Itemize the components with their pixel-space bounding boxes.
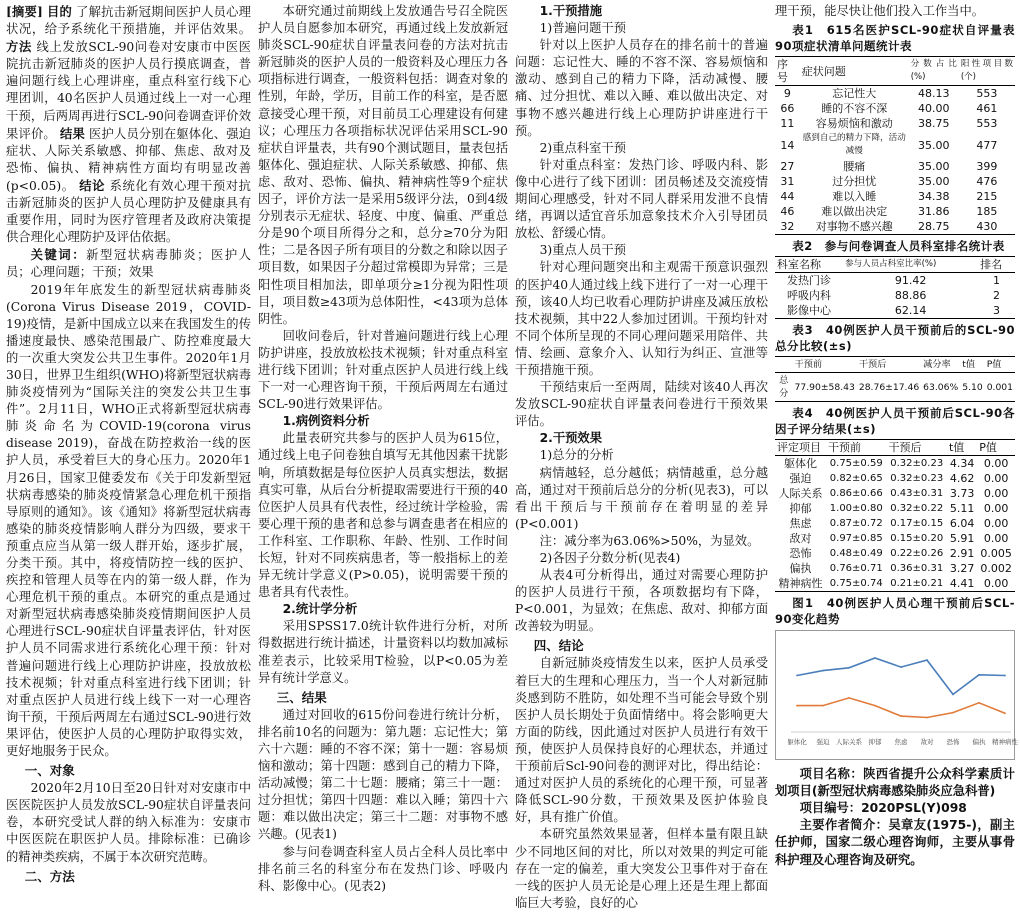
table-1-row <box>775 101 1015 116</box>
table-2-cell: 91.42 <box>894 274 927 288</box>
data-point <box>796 675 798 677</box>
table-1-cell: 34.38 <box>918 190 950 204</box>
table-3-caption: 表3 40例医护人员干预前后的SCL-90总分比较(±s) <box>775 323 1015 354</box>
table-3-cell: 5.10 <box>960 373 984 402</box>
method-paragraph-2: 回收问卷后，针对普遍问题进行线上心理防护讲座，投放放松技术视频；针对重点科室进行线下团训；针对重点医护人员进行线上线下一对一心理咨询干预，干预后两周左右通过SCL-90进行效果评估。 <box>258 328 508 412</box>
intervention-heading: 1.干预措施 <box>539 4 603 18</box>
table-3-row <box>775 373 1015 402</box>
table-4-cell: 0.75±0.74 <box>826 576 886 592</box>
data-point <box>874 657 876 659</box>
table-4-header: 干预前 <box>826 440 886 456</box>
table-4-cell: 0.17±0.15 <box>890 518 944 530</box>
table-4-cell: 强迫 <box>789 472 812 486</box>
table-4-cell: 0.002 <box>980 562 1012 576</box>
table-4-cell: 4.62 <box>949 472 975 486</box>
x-tick-label: 精神病性 <box>992 738 1018 747</box>
keywords <box>6 246 251 281</box>
table-1-cell: 过分担忧 <box>832 175 877 189</box>
table-1-row <box>775 204 1015 219</box>
table-2-cell: 62.14 <box>843 303 978 319</box>
table-4-cell: 0.86±0.66 <box>829 488 883 500</box>
data-point <box>848 667 850 669</box>
table-1-cell: 难以做出决定 <box>821 205 888 219</box>
table-3-cell: 总分 <box>775 373 793 402</box>
table-1-cell: 461 <box>976 102 998 116</box>
table-4-cell: 0.32±0.22 <box>890 503 944 515</box>
table-1-cell: 忘记性大 <box>832 87 877 101</box>
data-point <box>848 697 850 699</box>
table-3-header: 干预后 <box>857 357 921 373</box>
general-intervention-heading: 1)普遍问题干预 <box>539 21 626 36</box>
dept-intervention-paragraph: 针对重点科室：发热门诊、呼吸内科、影像中心进行了线下团训：团员畅述及交流疫情期间心理感受，针对不同人群采用发泄不良情绪，再调以适宜音乐加意象技术介入引导团员放松、舒缓心情。 <box>515 157 768 241</box>
funding-text: 陕西省提升公众科学素质计划项目(新型冠状病毒感染肺炎应急科普) <box>775 767 1015 799</box>
factor-score-heading: 2)各因子分数分析(见表4) <box>539 551 681 565</box>
table-1-cell: 11 <box>780 117 795 131</box>
x-tick-label: 强迫 <box>816 738 830 747</box>
table-4-header: P值 <box>977 440 1015 456</box>
abstract-method: 线上发放SCL-90问卷对安康市中医医院抗击新冠肺炎的医护人员行摸底调查，普遍问题行线上心理讲座，重点科室行线下心理团训，40名医护人员通过线上一对一心理干预，后两周再进行SCL-90问卷调查评价效果评价。 <box>6 40 251 141</box>
table-4-cell: 0.15±0.20 <box>890 533 944 545</box>
table-1-cell: 46 <box>780 205 795 219</box>
table-4-cell: 偏执 <box>789 562 812 576</box>
table-4-cell: 精神病性 <box>775 576 826 592</box>
table-1-cell: 9 <box>783 87 791 101</box>
section-object-heading: 一、对象 <box>24 763 75 779</box>
x-tick-label: 敌对 <box>920 738 934 747</box>
data-point <box>874 705 876 707</box>
statistics-heading: 2.统计学分析 <box>282 602 358 617</box>
table-1-cell: 31.86 <box>918 205 950 219</box>
table-1-row <box>775 174 1015 189</box>
table-4-cell: 4.34 <box>949 457 975 471</box>
data-point <box>952 694 954 696</box>
table-1 <box>775 56 1015 235</box>
table-4-cell: 0.005 <box>980 547 1012 561</box>
table-1-cell: 感到自己的精力下降，活动减慢 <box>802 133 906 157</box>
table-4-row <box>775 576 1015 592</box>
table-1-cell: 31 <box>780 175 795 189</box>
abstract-objective-label: 目的 <box>46 4 72 19</box>
table-3-header <box>775 357 793 373</box>
method-paragraph-1: 本研究通过前期线上发放通告号召全院医护人员自愿参加本研究，再通过线上发放新冠肺炎SCL-90症状自评量表问卷的方法对抗击新冠肺炎的医护人员的一般资料及心理压力各项指标进行调查，一般资料包括：调查对象的性别，年龄，学历，目前工作的科室，是否愿意接受心理干预，对目前员工心理建设有何建议；心理压力各项指标状况评估采用SCL-90症状自评量表，共有90个测试题目，量表包括躯体化、强迫症状、人际关系敏感、抑郁、焦虑、敌对、恐怖、偏执、精神病性等9个症状因子，评价方法一是采用5级评分法，0到4级分别表示无症状、轻度、中度、偏重、严重总分是90个项目所得分之和，总分≥70分为阳性；二是各因子所有项目的分数之和除以因子项目数，如果因子分超过常模即为异常；三是阳性项目相加法，即单项分≥1分视为阳性项目，项目数≥43项为总体阳性，<43项为总体阴性。 <box>258 4 508 326</box>
table-1-cell: 难以入睡 <box>832 190 877 204</box>
table-1-cell: 48.13 <box>918 87 950 101</box>
table-4-row <box>775 546 1015 561</box>
table-4-cell: 0.00 <box>983 517 1009 531</box>
general-intervention-paragraph: 针对以上医护人员存在的排名前十的普遍问题：忘记性大、睡的不容不深、容易烦恼和激动、感到自己的精力下降，活动减慢、腰痛、过分担忧、难以入睡、难以做出决定、对事物不感兴趣进行线上心理防护讲座进行干预。 <box>515 38 768 138</box>
table-3-cell: 28.76±17.46 <box>857 373 921 402</box>
table-4-header: t值 <box>947 440 977 456</box>
table-1-cell: 430 <box>959 219 1015 235</box>
person-intervention-heading: 3)重点人员干预 <box>539 243 626 258</box>
column-4 <box>775 3 1018 909</box>
column-3 <box>515 3 768 909</box>
table-2-row <box>775 303 1015 319</box>
table-4-cell: 0.76±0.71 <box>829 563 883 575</box>
section-method-heading: 二、方法 <box>24 868 75 884</box>
table-4-cell: 3.27 <box>949 562 975 576</box>
table-4-header: 干预后 <box>886 440 946 456</box>
table-4-cell: 0.00 <box>983 532 1009 546</box>
table-4-cell: 恐怖 <box>789 547 812 561</box>
result-paragraph-2: 参与问卷调查科室人员占全科人员比率中排名前三名的科室分布在发热门诊、呼吸内科、影像中心。(见表2) <box>258 844 508 893</box>
table-4-cell: 0.82±0.65 <box>829 473 883 485</box>
code-label: 项目编号： <box>799 801 862 816</box>
table-2-header: 科室名称 <box>775 257 843 273</box>
table-1-cell: 35.00 <box>918 160 950 174</box>
table-1-cell: 185 <box>976 205 998 219</box>
table-1-cell: 553 <box>976 87 998 101</box>
table-4-cell: 敌对 <box>789 532 812 546</box>
abstract-result-label: 结果 <box>59 125 85 141</box>
abstract-conclusion: 系统化有效心理干预对抗击新冠肺炎的医护人员心理防护及健康具有重要作用，同时为医疗管理者及政府决策提供合理化心理防护及评估依据。 <box>6 178 251 245</box>
table-1-cell: 66 <box>780 102 795 116</box>
table-1-cell: 28.75 <box>909 219 959 235</box>
table-1-caption: 表1 615名医护SCL-90症状自评量表90项症状清单问题统计表 <box>775 23 1015 54</box>
table-4-row <box>775 486 1015 501</box>
figure-1-line-chart <box>775 630 1018 760</box>
factor-score-paragraph: 从表4可分析得出，通过对需要心理防护的医护人员进行干预，各项数据均有下降，P<0.001，为显效；在焦虑、敌对、抑郁方面改善较为明显。 <box>515 568 768 634</box>
table-1-cell: 476 <box>976 175 998 189</box>
table-1-row <box>775 219 1015 235</box>
data-point <box>822 705 824 707</box>
dept-intervention-heading: 2)重点科室干预 <box>539 140 626 155</box>
data-point <box>926 659 928 661</box>
statistics-paragraph: 采用SPSS17.0统计软件进行分析，对所得数据进行统计描述，计量资料以均数加减标准差表示，比较采用T检验，以P<0.05为差异有统计学意义。 <box>258 619 508 685</box>
table-2-cell: 3 <box>978 303 1015 319</box>
data-point <box>1004 675 1006 677</box>
person-intervention-paragraph: 针对心理问题突出和主观需干预意识强烈的医护40人通过线上线下进行了一对一心理干预，该40人均已收看心理防护讲座及减压放松技术视频，其中22人参加过团训。干预均针对不同个体所呈现的不同心理问题采用陪伴、共情、绘画、意象介入、认知行为纠正、宣泄等干预措施干预。 <box>515 260 768 377</box>
table-4-cell: 躯体化 <box>784 457 817 471</box>
table-4-cell: 0.48±0.49 <box>829 548 883 560</box>
table-1-cell: 容易烦恼和激动 <box>815 117 893 131</box>
column-2 <box>258 3 508 909</box>
abstract-tag: [摘要] <box>6 4 43 19</box>
conclusion-paragraph-2: 本研究虽然效果显著，但样本量有限且缺少不同地区间的对比，所以对效果的判定可能存在一定的偏差，重大突发公卫事件对于奋在一线的医护人员无论是心理上还是生理上都面临巨大考验，良好的心 <box>515 827 768 910</box>
x-tick-label: 恐怖 <box>946 738 960 747</box>
data-point <box>1004 712 1006 714</box>
keywords-text: 新型冠状病毒肺炎；医护人员；心理问题；干预；效果 <box>6 248 251 280</box>
table-4-cell: 0.21±0.21 <box>886 576 946 592</box>
table-2-cell: 1 <box>993 274 1001 288</box>
table-1-cell: 腰痛 <box>843 160 866 174</box>
table-4-row <box>775 501 1015 516</box>
object-paragraph: 2020年2月10日至20日针对对安康市中医医院医护人员发放SCL-90症状自评量表问卷，本研究受试人群的纳入标准为：安康市中医医院在职医护人员。排除标准：已确诊的精神类疾病，不属于本次研究范畴。 <box>6 781 251 864</box>
table-1-cell: 553 <box>976 117 998 131</box>
data-point <box>978 702 980 704</box>
x-tick-label: 焦虑 <box>894 738 908 747</box>
table-2-row <box>775 288 1015 303</box>
table-2-header: 排名 <box>978 257 1015 273</box>
table-1-cell: 睡的不容不深 <box>821 102 888 116</box>
abstract-result: 医护人员分别在躯体化、强迫症状、人际关系敏感、抑郁、焦虑、敌对及恐怖、偏执、精神病性方面均有明显改善(p<0.05)。 <box>6 126 251 193</box>
table-1-cell: 38.75 <box>918 117 950 131</box>
table-2 <box>775 256 1015 319</box>
table-1-cell: 32 <box>775 219 800 235</box>
table-4-cell: 0.32±0.23 <box>890 458 944 470</box>
table-3-cell: 0.001 <box>985 373 1015 402</box>
data-point <box>926 717 928 719</box>
table-1-header: 分数占比(%) <box>909 57 959 86</box>
result-paragraph-1: 通过对回收的615份问卷进行统计分析，排名前10名的问题为：第九题：忘记性大；第六十六题：睡的不容不深；第十一题：容易烦恼和激动；第十四题：感到自己的精力下降，活动减慢；第二十七题：腰痛；第三十一题：过分担忧；第四十四题：难以入睡；第四十六题：难以做出决定；第三十二题：对事物不感兴趣。(见表1) <box>258 707 508 842</box>
table-1-cell: 14 <box>780 138 795 152</box>
table-4-header: 评定项目 <box>775 440 826 456</box>
table-2-cell: 发热门诊 <box>787 274 832 288</box>
keywords-label: 关键词： <box>30 247 87 263</box>
data-point <box>796 705 798 707</box>
table-1-cell: 27 <box>780 160 795 174</box>
data-point <box>900 666 902 668</box>
section-result-heading: 三、结果 <box>276 689 327 705</box>
intro-paragraph: 2019年年底发生的新型冠状病毒肺炎(Corona Virus Disease 2019，COVID-19)疫情，是新中国成立以来在我国发生的传播速度最快、感染范围最广、防控难度最大的一次重大突发公共卫生事件。2020年1月30日，世界卫生组织(WHO)将新型冠状病毒肺炎疫情列为“国际关注的突发公共卫生事件”。2月11日，WHO正式将新型冠状病毒肺炎命名为COVID-19(corona virus disease 2019)，奋战在防控救治一线的医护人员，承受着巨大的身心压力。2020年1月26日，国家卫健委发布《关于印发新型冠状病毒感染的肺炎疫情紧急心理危机干预指导原则的通知》。该《通知》将新型冠状病毒感染的肺炎疫情影响人群分为四级，要求干预重点应当从第一级人群开始，逐步扩展，分类干预。其中，将疫情防控一线的医护、疾控和管理人员等在内的第一级人群，作为心理危机干预的重点。本研究的重点是通过对新型冠状病毒感染肺炎疫情期间医护人员心理进行SCL-90症状自评量表评估，针对医护人员不同需求进行系统化心理干预：针对普遍问题进行线上心理防护讲座，投放放松技术视频；针对重点科室进行线下团训；针对重点医护人员进行线上线下一对一心理咨询干预，干预后两周左右通过SCL-90进行效果评估，使医护人员的心理防护取得实效，更好地服务于民众。 <box>6 282 251 759</box>
table-2-cell: 呼吸内科 <box>787 289 832 303</box>
column-1 <box>6 3 251 909</box>
table-4-cell: 人际关系 <box>778 487 823 501</box>
table-4-row <box>775 516 1015 531</box>
table-3-header: t值 <box>960 357 984 373</box>
table-4-cell: 0.87±0.72 <box>829 518 883 530</box>
table-1-cell: 215 <box>976 190 998 204</box>
figure-1-caption: 图1 40例医护人员心理干预前后SCL-90变化趋势 <box>775 596 1015 627</box>
table-4 <box>775 439 1015 592</box>
case-analysis-paragraph: 此量表研究共参与的医护人员为615位，通过线上电子问卷独自填写无其他因素干扰影响，所填数据是每位医护人员真实想法，数据真实可靠，从后台分析提取需要进行干预的40位医护人员具有代表性，经过统计学检验，需要心理干预的患者和总参与调查患者在相应的工作科室、工作职称、年龄、性别、工作时间长短，针对不同疾病患者，等一般指标上的差异无统计学意义(P>0.05)，说明需要干预的患者具有代表性。 <box>258 431 508 600</box>
table-4-cell: 0.43±0.31 <box>890 488 944 500</box>
table-3-cell: 63.06% <box>921 373 960 402</box>
abstract <box>6 3 251 246</box>
table-4-cell: 0.22±0.26 <box>890 548 944 560</box>
table-4-cell: 3.73 <box>949 487 975 501</box>
table-4-cell: 0.97±0.85 <box>829 533 883 545</box>
table-2-row <box>775 273 1015 289</box>
table-2-cell: 影像中心 <box>775 303 843 319</box>
table-3-cell: 77.90±58.43 <box>793 373 857 402</box>
section-conclusion-heading: 四、结论 <box>533 638 584 654</box>
data-point <box>978 674 980 676</box>
conclusion-paragraph-1: 自新冠肺炎疫情发生以来，医护人员承受着巨大的生理和心理压力，当一个人对新冠肺炎感到防不胜防，如处理不当可能会导致个别医护人员长期处于负面情绪中。将会影响更大方面的防线，因此通过对医护人员进行有效干预，使医护人员保持良好的心理状态，并通过干预前后Scl-90问卷的测评对比，得出结论：通过对医护人员的系统化的心理干预，可显著降低SCL-90分数，干预效果及医护体验良好，具有推广价值。 <box>515 656 768 825</box>
table-4-cell: 5.91 <box>949 532 975 546</box>
table-4-cell: 4.41 <box>947 576 977 592</box>
total-score-heading: 1)总分的分析 <box>539 448 614 463</box>
table-1-header: 阳性项目数(个) <box>959 57 1015 86</box>
table-4-cell: 0.00 <box>983 457 1009 471</box>
abstract-objective: 了解抗击新冠期间医护人员心理状况，给予系统化干预措施，并评估效果。 <box>6 5 251 37</box>
table-4-cell: 0.75±0.59 <box>829 458 883 470</box>
table-2-cell: 88.86 <box>894 289 927 303</box>
x-tick-label: 人际关系 <box>836 738 862 747</box>
table-4-caption: 表4 40例医护人员干预前后SCL-90各因子评分结果(±s) <box>775 406 1015 437</box>
continued-text: 理干预，能尽快让他们投入工作当中。 <box>775 4 985 18</box>
x-tick-label: 躯体化 <box>787 738 807 747</box>
abstract-method-label: 方法 <box>6 39 32 55</box>
table-1-row <box>775 116 1015 131</box>
table-4-cell: 焦虑 <box>789 517 812 531</box>
table-4-cell: 0.36±0.31 <box>890 563 944 575</box>
table-4-row <box>775 456 1015 472</box>
table-1-row <box>775 159 1015 174</box>
data-point <box>822 670 824 672</box>
funding-label: 项目名称： <box>799 767 864 782</box>
table-2-caption: 表2 参与问卷调查人员科室排名统计表 <box>792 239 1005 254</box>
data-point <box>900 715 902 717</box>
table-3-header: 减分率 <box>921 357 960 373</box>
table-4-cell: 5.11 <box>949 502 975 516</box>
footnote <box>775 766 1015 869</box>
x-tick-label: 抑郁 <box>868 738 882 747</box>
table-4-cell: 2.91 <box>949 547 975 561</box>
case-analysis-heading: 1.病例资料分析 <box>282 414 370 429</box>
abstract-conclusion-label: 结论 <box>79 177 106 193</box>
effect-heading: 2.干预效果 <box>539 431 603 446</box>
table-1-row <box>775 189 1015 204</box>
table-4-cell: 0.00 <box>983 487 1009 501</box>
total-score-paragraph: 病情越轻，总分越低；病情越重，总分越高，通过对干预前后总分的分析(见表3)，可以看出干预后与干预前存在着明显的差异(P<0.001) <box>515 465 768 531</box>
data-point <box>952 712 954 714</box>
table-4-cell: 1.00±0.80 <box>829 503 883 515</box>
table-1-header: 症状问题 <box>800 57 909 86</box>
author-text: 吴章友(1975-)，副主任护师，国家二级心理咨询师，主要从事骨科护理及心理咨询及研究。 <box>775 818 1015 867</box>
table-1-cell: 44 <box>780 190 795 204</box>
table-3-header: 干预前 <box>793 357 857 373</box>
table-1-cell: 477 <box>976 138 998 152</box>
table-2-header: 参与人员占科室比率(%) <box>843 257 978 273</box>
table-4-row <box>775 531 1015 546</box>
table-1-row <box>775 131 1015 159</box>
table-4-cell: 0.32±0.23 <box>890 473 944 485</box>
table-1-header: 序号 <box>775 57 800 86</box>
table-1-cell: 399 <box>976 160 998 174</box>
table-4-cell: 抑郁 <box>789 502 812 516</box>
table-4-cell: 0.00 <box>977 576 1015 592</box>
table-4-cell: 0.00 <box>983 502 1009 516</box>
table-1-row <box>775 86 1015 102</box>
table-1-cell: 35.00 <box>918 138 950 152</box>
table-4-cell: 6.04 <box>949 517 975 531</box>
table-1-cell: 40.00 <box>918 102 950 116</box>
table-4-row <box>775 471 1015 486</box>
table-4-cell: 0.00 <box>983 472 1009 486</box>
table-3-header: P值 <box>985 357 1015 373</box>
table-4-row <box>775 561 1015 576</box>
x-tick-label: 偏执 <box>972 738 986 747</box>
table-3 <box>775 356 1015 402</box>
table-2-cell: 2 <box>993 289 1001 303</box>
table-1-cell: 35.00 <box>918 175 950 189</box>
evaluation-paragraph: 干预结束后一至两周，陆续对该40人再次发放SCL-90症状自评量表问卷进行干预效果评估。 <box>515 380 768 429</box>
reduction-note: 注：减分率为63.06%>50%，为显效。 <box>539 533 760 548</box>
author-label: 主要作者简介： <box>799 818 889 833</box>
table-1-cell: 对事物不感兴趣 <box>800 219 909 235</box>
code-text: 2020PSL(Y)098 <box>861 801 967 816</box>
